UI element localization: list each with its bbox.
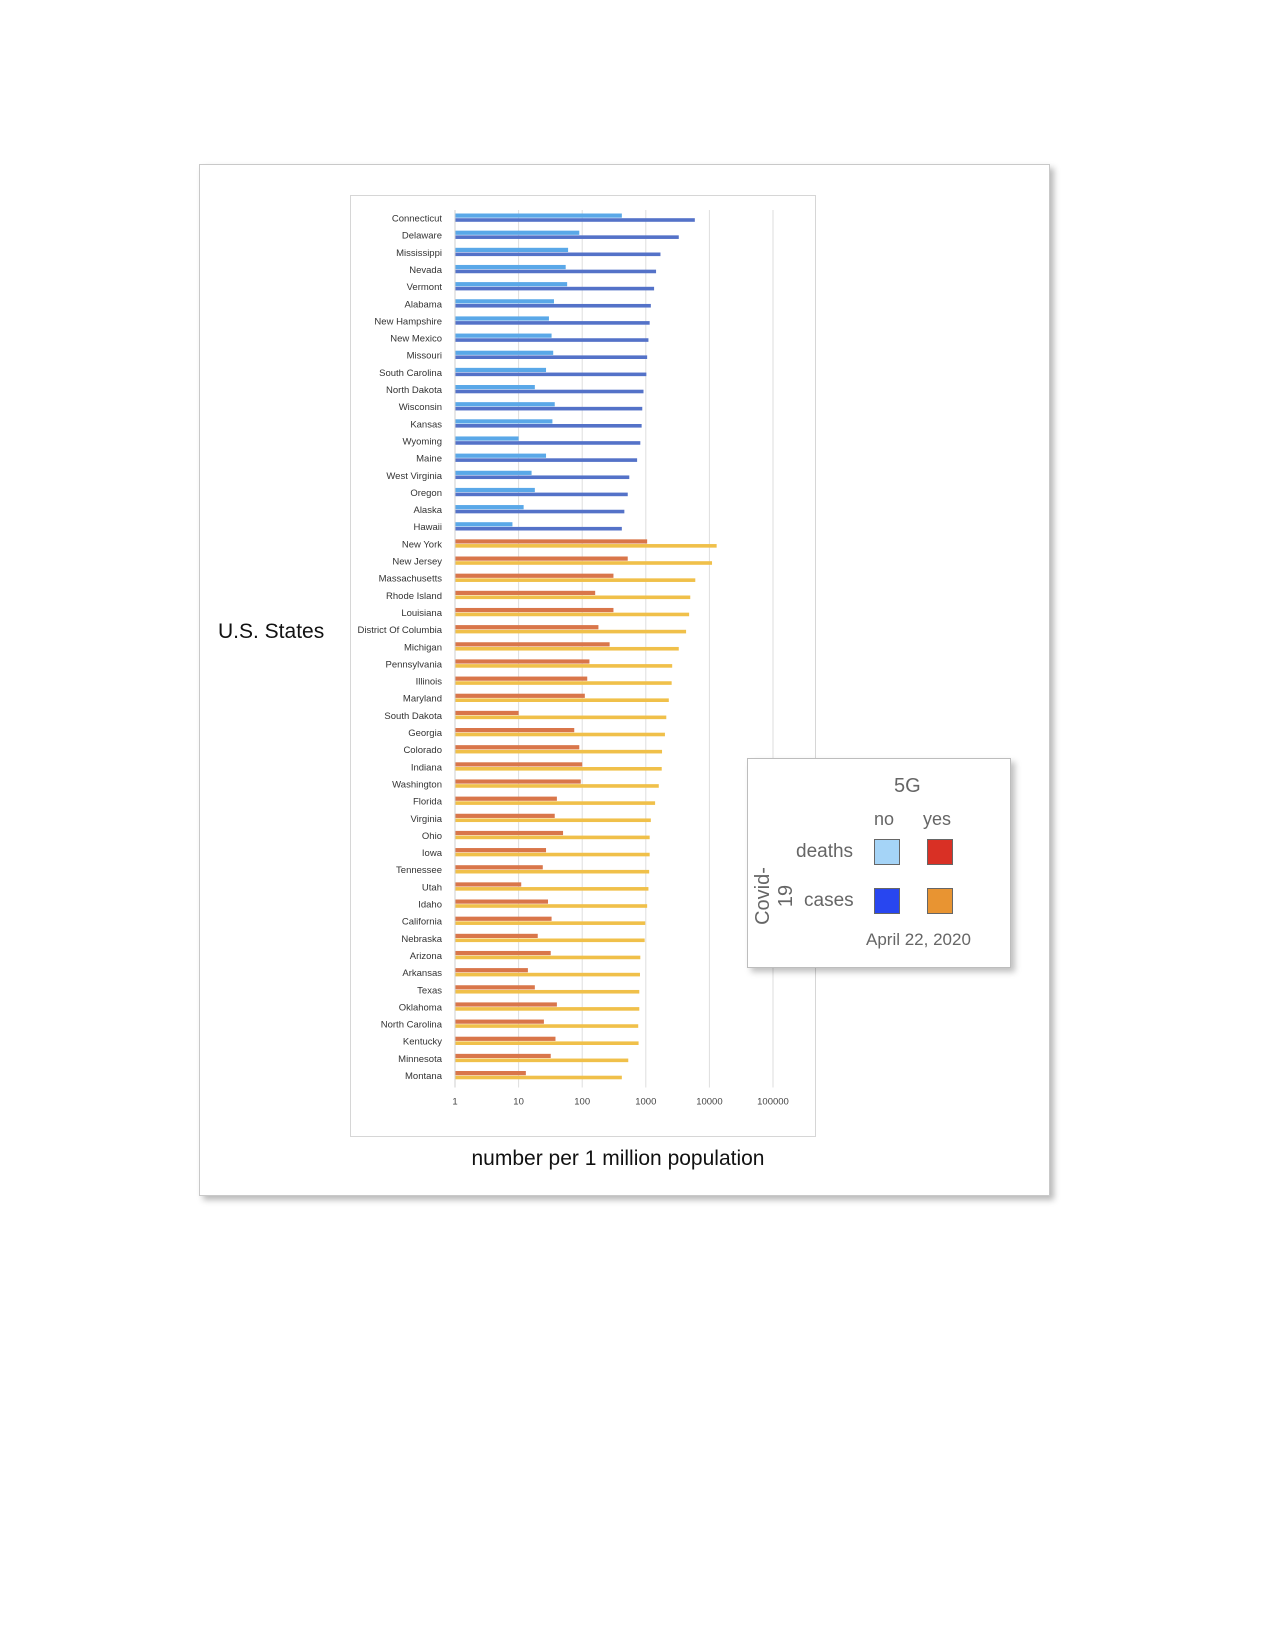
category-label: Kentucky bbox=[402, 1036, 442, 1048]
bar-cases bbox=[455, 407, 642, 411]
category-label: Arizona bbox=[409, 950, 442, 962]
category-label: North Carolina bbox=[380, 1019, 442, 1031]
category-label: New Hampshire bbox=[374, 316, 442, 328]
bar-deaths bbox=[455, 574, 613, 578]
category-label: Michigan bbox=[403, 642, 442, 654]
category-label: New York bbox=[401, 539, 442, 551]
bar-cases bbox=[455, 338, 648, 342]
bar-deaths bbox=[455, 214, 622, 218]
category-label: Kansas bbox=[410, 419, 442, 431]
bar-cases bbox=[455, 441, 640, 445]
bar-deaths bbox=[455, 316, 549, 320]
bar-cases bbox=[455, 990, 639, 994]
bar-cases bbox=[455, 235, 679, 239]
bar-deaths bbox=[455, 865, 543, 869]
bar-cases bbox=[455, 853, 650, 857]
x-tick-label: 1000 bbox=[635, 1096, 657, 1108]
bar-deaths bbox=[455, 968, 528, 972]
category-label: New Mexico bbox=[390, 333, 442, 345]
bar-deaths bbox=[455, 779, 581, 783]
bar-deaths bbox=[455, 1071, 526, 1075]
y-axis-title: U.S. States bbox=[218, 620, 325, 643]
bar-deaths bbox=[455, 900, 548, 904]
x-tick-labels bbox=[452, 1097, 789, 1108]
bar-cases bbox=[455, 270, 656, 274]
bar-cases bbox=[455, 287, 654, 291]
category-label: Indiana bbox=[410, 762, 442, 774]
category-label: District Of Columbia bbox=[357, 625, 442, 637]
bar-cases bbox=[455, 424, 642, 428]
bar-deaths bbox=[455, 985, 535, 989]
bar-cases bbox=[455, 630, 686, 634]
legend-row-deaths: deaths bbox=[796, 841, 854, 862]
category-label: Maine bbox=[416, 453, 442, 465]
bar-deaths bbox=[455, 334, 552, 338]
bar-deaths bbox=[455, 402, 555, 406]
bar-cases bbox=[455, 647, 679, 651]
bar-deaths bbox=[455, 934, 538, 938]
bar-deaths bbox=[455, 471, 532, 475]
bar-deaths bbox=[455, 282, 567, 286]
bar-deaths bbox=[455, 951, 551, 955]
x-tick-label: 100000 bbox=[757, 1096, 789, 1108]
bar-cases bbox=[455, 750, 662, 754]
category-label: Idaho bbox=[418, 899, 442, 911]
legend-swatch-no-deaths bbox=[874, 839, 900, 865]
bar-deaths bbox=[455, 351, 553, 355]
bar-cases bbox=[455, 956, 640, 960]
category-label: Washington bbox=[392, 779, 442, 791]
bar-cases bbox=[455, 596, 690, 600]
category-label: Arkansas bbox=[402, 968, 442, 980]
category-label: Oklahoma bbox=[398, 1002, 442, 1014]
bar-cases bbox=[455, 887, 648, 891]
bar-cases bbox=[455, 493, 628, 497]
bar-cases bbox=[455, 1007, 639, 1011]
bar-cases bbox=[455, 870, 649, 874]
bar-cases bbox=[455, 527, 622, 531]
category-label: Missouri bbox=[406, 350, 442, 362]
legend-swatch-no-cases bbox=[874, 888, 900, 914]
bar-cases bbox=[455, 1059, 628, 1063]
category-label: Colorado bbox=[403, 745, 442, 757]
bar-deaths bbox=[455, 762, 582, 766]
category-label: South Carolina bbox=[379, 367, 442, 379]
category-label: Vermont bbox=[406, 282, 442, 294]
category-label: Ohio bbox=[421, 830, 442, 842]
category-label: Mississippi bbox=[396, 247, 442, 259]
x-tick-label: 100 bbox=[574, 1096, 591, 1108]
bar-deaths bbox=[455, 659, 589, 663]
bar-cases bbox=[455, 458, 637, 462]
bar-deaths bbox=[455, 745, 579, 749]
bar-deaths bbox=[455, 831, 563, 835]
bar-cases bbox=[455, 698, 669, 702]
category-label: Florida bbox=[412, 796, 442, 808]
bar-deaths bbox=[455, 591, 595, 595]
bar-cases bbox=[455, 904, 647, 908]
category-label: North Dakota bbox=[386, 385, 442, 396]
category-label: Maryland bbox=[402, 693, 442, 705]
category-label: Virginia bbox=[410, 813, 442, 825]
bar-deaths bbox=[455, 505, 524, 509]
legend-title: 5G bbox=[894, 775, 921, 797]
bar-cases bbox=[455, 1076, 622, 1080]
category-label: Pennsylvania bbox=[385, 659, 442, 671]
bar-deaths bbox=[455, 728, 574, 732]
category-label: Delaware bbox=[401, 230, 442, 242]
bar-cases bbox=[455, 681, 672, 685]
bar-deaths bbox=[455, 608, 613, 612]
bar-deaths bbox=[455, 677, 587, 681]
bar-cases bbox=[455, 939, 645, 943]
legend-side-label: Covid-19 bbox=[752, 867, 797, 925]
category-label: Montana bbox=[405, 1071, 442, 1082]
category-label: Alaska bbox=[413, 505, 442, 517]
category-labels bbox=[358, 214, 443, 1083]
bar-cases bbox=[455, 818, 651, 822]
legend-row-cases: cases bbox=[804, 890, 854, 911]
bar-cases bbox=[455, 784, 659, 788]
bar-cases bbox=[455, 544, 717, 548]
category-label: West Virginia bbox=[386, 470, 442, 482]
bar-deaths bbox=[455, 265, 566, 269]
bar-deaths bbox=[455, 454, 546, 458]
bar-deaths bbox=[455, 419, 552, 423]
bar-deaths bbox=[455, 917, 552, 921]
bar-cases bbox=[455, 475, 629, 479]
bar-cases bbox=[455, 733, 665, 737]
bar-deaths bbox=[455, 488, 535, 492]
category-label: Wisconsin bbox=[398, 402, 442, 414]
bar-cases bbox=[455, 921, 645, 925]
x-tick-label: 1 bbox=[452, 1096, 458, 1108]
category-label: Louisiana bbox=[401, 607, 442, 619]
bar-deaths bbox=[455, 368, 546, 372]
bar-cases bbox=[455, 355, 647, 359]
x-tick-label: 10 bbox=[513, 1096, 524, 1108]
legend bbox=[747, 758, 1011, 968]
legend-swatch-yes-deaths bbox=[927, 839, 953, 865]
bar-deaths bbox=[455, 299, 554, 303]
bar-cases bbox=[455, 561, 712, 565]
bar-deaths bbox=[455, 814, 555, 818]
bar-deaths bbox=[455, 882, 521, 886]
category-label: Alabama bbox=[404, 299, 442, 311]
category-label: Iowa bbox=[421, 848, 442, 860]
category-label: Massachusetts bbox=[378, 573, 442, 585]
bar-cases bbox=[455, 801, 655, 805]
bar-deaths bbox=[455, 1002, 557, 1006]
category-label: Minnesota bbox=[398, 1053, 442, 1065]
legend-date: April 22, 2020 bbox=[866, 930, 971, 949]
bar-deaths bbox=[455, 797, 557, 801]
category-label: Illinois bbox=[415, 676, 442, 688]
bar-deaths bbox=[455, 848, 546, 852]
bar-cases bbox=[455, 304, 651, 308]
bar-deaths bbox=[455, 557, 628, 561]
bar-cases bbox=[455, 253, 660, 257]
legend-column-yes: yes bbox=[923, 809, 952, 829]
category-label: Texas bbox=[417, 985, 442, 997]
category-label: Hawaii bbox=[413, 522, 442, 534]
bar-deaths bbox=[455, 711, 519, 715]
bar-deaths bbox=[455, 1020, 544, 1024]
bar-cases bbox=[455, 578, 695, 582]
bar-cases bbox=[455, 613, 689, 617]
bars bbox=[455, 214, 717, 1080]
category-label: South Dakota bbox=[384, 710, 442, 722]
category-label: Connecticut bbox=[391, 213, 442, 225]
category-label: California bbox=[401, 916, 442, 928]
category-label: Tennessee bbox=[396, 865, 442, 877]
category-label: Rhode Island bbox=[386, 590, 442, 602]
bar-deaths bbox=[455, 231, 579, 235]
bar-cases bbox=[455, 321, 650, 325]
category-label: Nebraska bbox=[401, 933, 442, 945]
bar-cases bbox=[455, 218, 695, 222]
bar-deaths bbox=[455, 625, 598, 629]
bar-deaths bbox=[455, 522, 512, 526]
bar-deaths bbox=[455, 642, 610, 646]
bar-cases bbox=[455, 390, 643, 394]
bar-deaths bbox=[455, 1037, 555, 1041]
bar-cases bbox=[455, 716, 666, 720]
category-label: Oregon bbox=[410, 487, 442, 499]
legend-swatch-yes-cases bbox=[927, 888, 953, 914]
bar-cases bbox=[455, 836, 650, 840]
category-label: Utah bbox=[421, 882, 442, 894]
category-label: New Jersey bbox=[392, 556, 442, 568]
category-label: Georgia bbox=[408, 728, 442, 739]
bar-cases bbox=[455, 1024, 638, 1028]
bar-deaths bbox=[455, 539, 647, 543]
bar-cases bbox=[455, 767, 662, 771]
bar-cases bbox=[455, 510, 624, 514]
bar-deaths bbox=[455, 694, 585, 698]
bar-deaths bbox=[455, 385, 535, 389]
bar-deaths bbox=[455, 436, 519, 440]
bar-cases bbox=[455, 1041, 639, 1045]
category-label: Nevada bbox=[409, 264, 442, 276]
bar-deaths bbox=[455, 248, 568, 252]
x-axis-title: number per 1 million population bbox=[471, 1147, 765, 1170]
bar-cases bbox=[455, 664, 672, 668]
bar-deaths bbox=[455, 1054, 551, 1058]
category-label: Wyoming bbox=[402, 436, 442, 448]
bar-cases bbox=[455, 973, 640, 977]
legend-column-no: no bbox=[874, 809, 895, 829]
bar-cases bbox=[455, 373, 646, 377]
x-tick-label: 10000 bbox=[696, 1096, 723, 1108]
